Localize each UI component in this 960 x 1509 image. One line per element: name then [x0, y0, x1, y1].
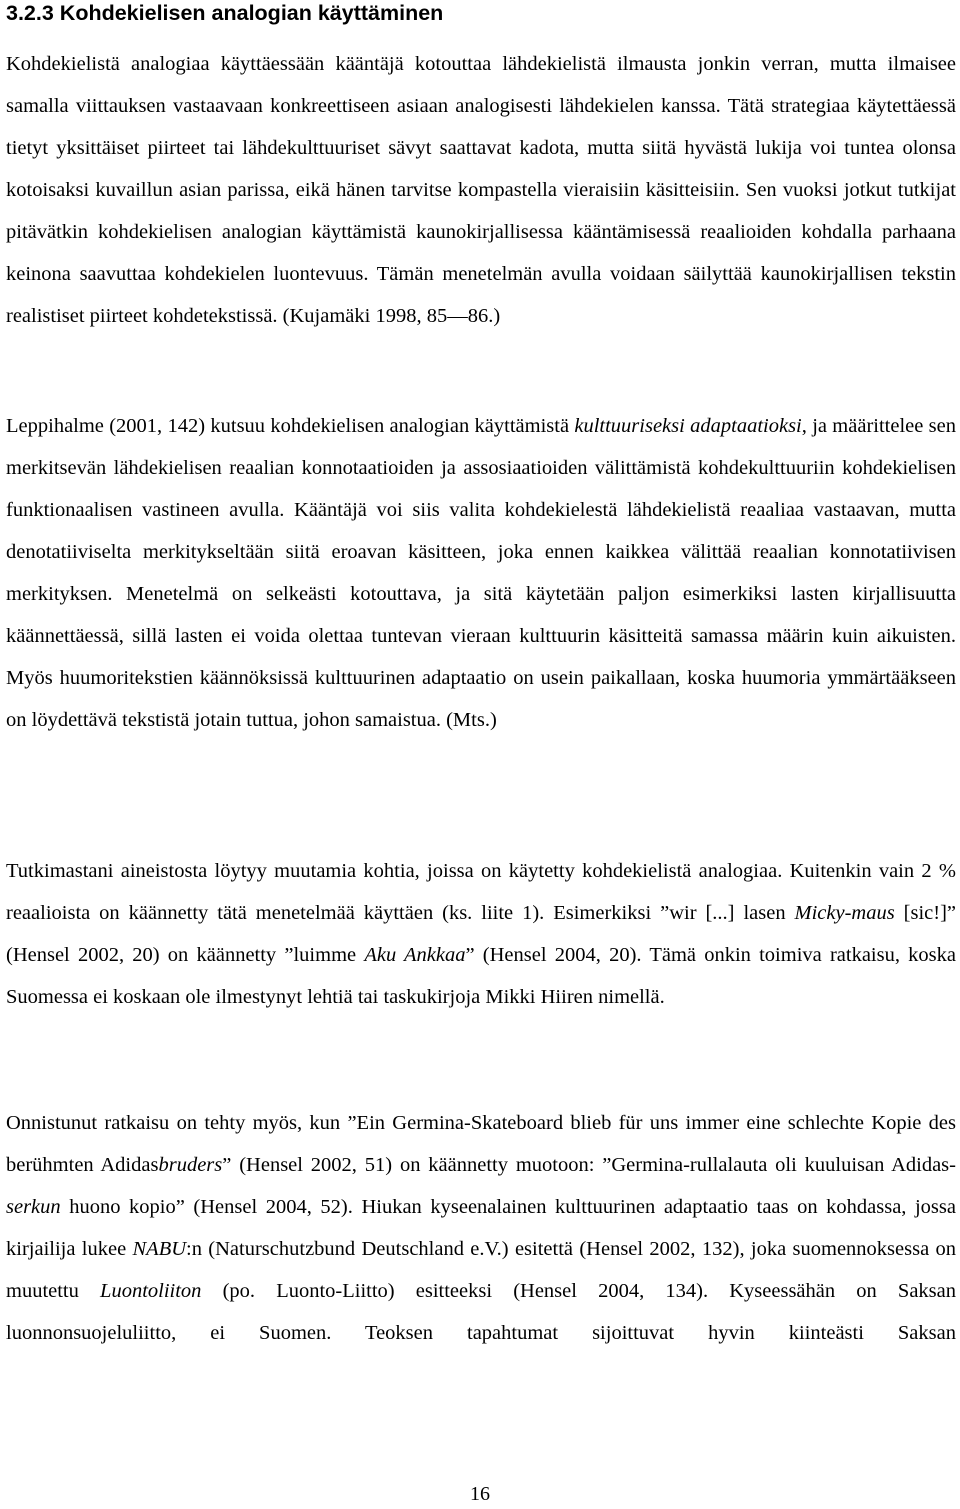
paragraph-leppihalme: [6, 405, 956, 741]
text-run: Leppihalme (2001, 142) kutsuu kohdekielisen analogian käyttämistä: [6, 415, 575, 437]
paragraph-kohdekielinen-analogia: Kohdekielistä analogiaa käyttäessään kääntäjä kotouttaa lähdekielistä ilmausta jonkin verran, mutta ilmaisee samalla viittauksen vastaavaan konkreettiseen asiaan analogisesti lähdekielen kanssa. Tätä strategiaa käytettäessä tietyt yksittäiset piirteet tai lähdekulttuuriset sävyt saattavat kadota, mutta siitä hyvästä lukija voi tuntea olonsa kotoisaksi kuvaillun asian parissa, eikä hänen tarvitse kompastella vieraisiin käsitteisiin. Sen vuoksi jotkut tutkijat pitävätkin kohdekielisen analogian käyttämistä kaunokirjallisessa kääntämisessä reaalioiden kohdalla parhaana keinona saavuttaa kohdekielen luontevuus. Tämän menetelmän avulla voidaan säilyttää kaunokirjallisen tekstin realistiset piirteet kohdetekstissä. (Kujamäki 1998, 85—86.): [6, 53, 956, 327]
italic-term: serkun: [6, 1196, 61, 1218]
text-run: [sic!]” (Hensel 2002, 20) on käännetty ”luimme: [6, 902, 956, 966]
paragraph-tutkimusaineisto: [6, 850, 956, 1018]
section-heading: 3.2.3 Kohdekielisen analogian käyttäminen: [6, 1, 444, 25]
italic-term: Micky-maus: [794, 902, 895, 924]
text-run: huono kopio” (Hensel 2004, 52). Hiukan kyseenalainen kulttuurinen adaptaatio taas on kohdassa, jossa kirjailija lukee: [6, 1196, 956, 1260]
italic-term: Luontoliiton: [100, 1280, 202, 1302]
text-run: ” (Hensel 2004, 20). Tämä onkin toimiva ratkaisu, koska Suomessa ei koskaan ole ilmestynyt lehtiä tai taskukirjoja Mikki Hiiren nimellä.: [6, 944, 956, 1008]
text-run: Tutkimastani aineistosta löytyy muutamia kohtia, joissa on käytetty kohdekielistä analogiaa. Kuitenkin vain 2 % reaalioista on käännetty tätä menetelmää käyttäen (ks. liite 1). Esimerkiksi ”wir [...] lasen: [6, 860, 956, 924]
text-run: , ja määrittelee sen merkitsevän lähdekielisen reaalian konnotaatioiden ja assosiaatioiden välittämistä kohdekulttuuriin kohdekielisen funktionaalisen vastineen avulla. Kääntäjä voi siis valita kohdekielestä lähdekielistä reaaliaa vastaavan, mutta denotatiiviselta merkitykseltään siitä eroavan käsitteen, joka ennen kaikkea välittää reaalian konnotatiivisen merkityksen. Menetelmä on selkeästi kotouttava, ja sitä käytetään paljon esimerkiksi lasten kirjallisuutta käännettäessä, sillä lasten ei voida olettaa tuntevan vieraan kulttuurin käsitteitä samassa määrin kuin aikuisten. Myös huumoritekstien käännöksissä kulttuurinen adaptaatio on usein paikallaan, koska huumoria ymmärtääkseen on löydettävä tekstistä jotain tuttua, johon samaistua. (Mts.): [6, 415, 956, 731]
italic-term: kulttuuriseksi adaptaatioksi: [574, 415, 802, 437]
text-run: ” (Hensel 2002, 51) on käännetty muotoon: ”Germina-rullalauta oli kuuluisan Adidas-: [222, 1154, 956, 1176]
italic-term: bruders: [158, 1154, 223, 1176]
text-run: :n (Naturschutzbund Deutschland e.V.) esitettä (Hensel 2002, 132), joka suomennoksessa on muutettu: [6, 1238, 956, 1302]
page-number: 16: [470, 1483, 490, 1505]
italic-term: NABU: [132, 1238, 187, 1260]
paragraph-onnistunut-ratkaisu: [6, 1102, 956, 1354]
text-run: Onnistunut ratkaisu on tehty myös, kun ”Ein Germina-Skateboard blieb für uns immer eine schlechte Kopie des berühmten Adidas: [6, 1112, 956, 1176]
italic-term: Aku Ankkaa: [364, 944, 466, 966]
text-run: (po. Luonto-Liitto) esitteeksi (Hensel 2004, 134). Kyseessähän on Saksan luonnonsuojeluliitto, ei Suomen. Teoksen tapahtumat sijoittuvat hyvin kiinteästi Saksan: [6, 1280, 957, 1344]
